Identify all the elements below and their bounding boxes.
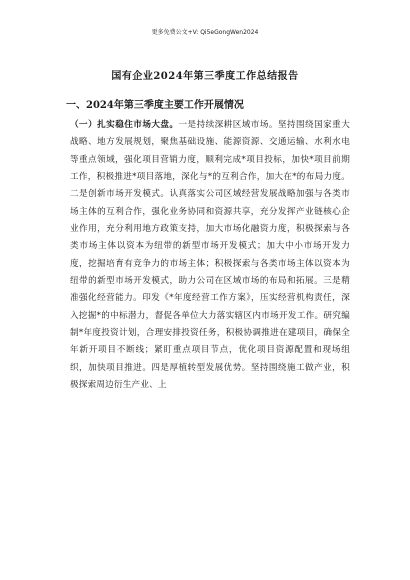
section-heading: 一、2024年第三季度主要工作开展情况 xyxy=(66,100,244,111)
sub-heading: （一）扎实稳住市场大盘。 xyxy=(70,120,179,130)
paragraph-text: 一是持续深耕区域市场。坚持围绕国家重大战略、地方发展规划，聚焦基础设施、能源资源、交通运输、水利水电等重点领域，强化项目营销力度，顺利完成*项目投标，加快*项目前期工作，积极推进*项目落地，深化与*的互利合作，加大在*的布局力度。二是创新市场开发模式。认真落实公司区域经营发展战略加强与各类市场主体的互利合作，强化业务协同和资源共享，充分发挥产业链核心企业作用，充分利用地方政策支持，加大市场化融资力度，积极探索与各类市场主体以资本为纽带的新型市场开发模式；加大中小市场开发力度，挖掘培育有竞争力的市场主体；积极探索与各类市场主体以资本为纽带的新型市场开发模式，助力公司在区域市场的布局和拓展。三是精准强化经营能力。印发《*年度经营工作方案》，压实经营机构责任，深入挖掘*的中标潜力，督促各单位大力落实辖区内市场开发工作。研究编制*年度投资计划，合理安排投资任务，积极协调推进在建项目，确保全年新开项目不断线；紧盯重点项目节点，优化项目资源配置和现场组织，加快项目推进。四是厚植转型发展优势。坚持围绕施工做产业，积极探索周边衍生产业、上 xyxy=(70,120,350,391)
body-paragraph xyxy=(70,117,350,395)
header-note: 更多免费公文+V: Qi5eGongWen2024 xyxy=(151,29,259,36)
document-title: 国有企业2024年第三季度工作总结报告 xyxy=(111,71,299,82)
